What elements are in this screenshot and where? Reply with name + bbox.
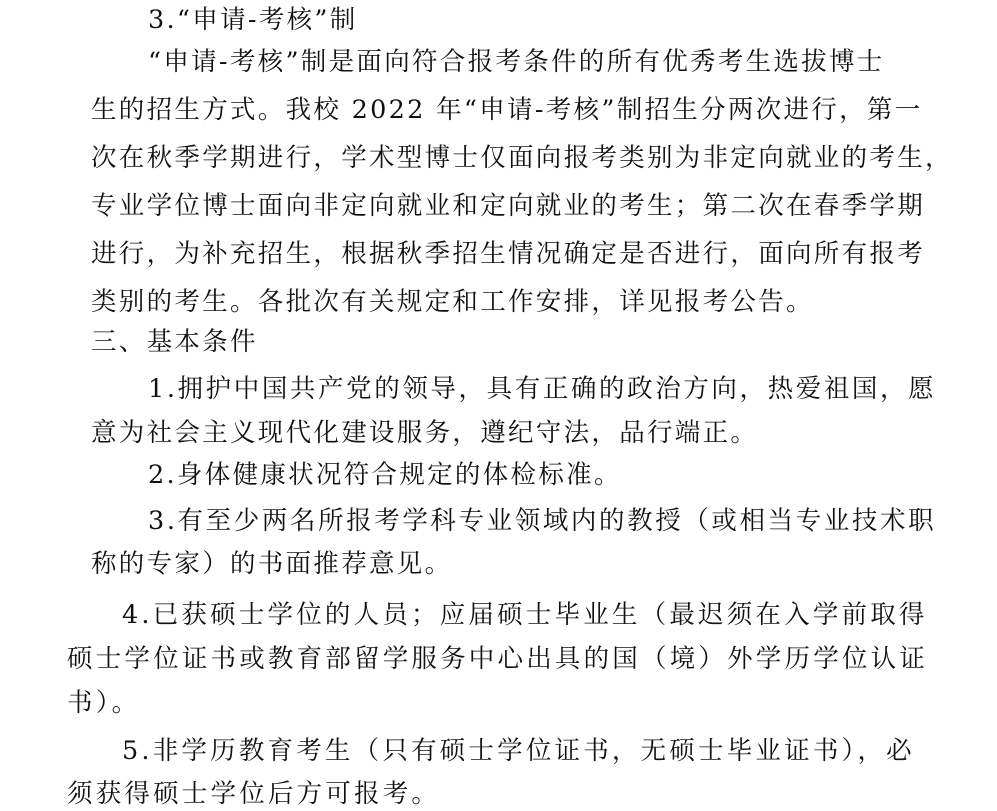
paragraph-line: 专业学位博士面向非定向就业和定向就业的考生；第二次在春季学期: [91, 191, 926, 221]
paragraph-line: 次在秋季学期进行，学术型博士仅面向报考类别为非定向就业的考生，: [91, 143, 953, 173]
paragraph-line: 生的招生方式。我校 2022 年“申请-考核”制招生分两次进行，第一: [91, 95, 923, 125]
paragraph-line: “申请-考核”制是面向符合报考条件的所有优秀考生选拔博士: [148, 47, 885, 77]
paragraph-line: 1.拥护中国共产党的领导，具有正确的政治方向，热爱祖国，愿: [148, 374, 937, 404]
section-heading-application-review: 3.“申请-考核”制: [148, 5, 358, 35]
paragraph-line: 进行，为补充招生，根据秋季招生情况确定是否进行，面向所有报考: [91, 239, 926, 269]
paragraph-line: 书）。: [67, 688, 141, 718]
paragraph-line: 须获得硕士学位后方可报考。: [67, 779, 441, 809]
paragraph-line: 称的专家）的书面推荐意见。: [91, 549, 453, 579]
paragraph-line: 2.身体健康状况符合规定的体检标准。: [148, 460, 622, 490]
paragraph-line: 3.有至少两名所报考学科专业领域内的教授（或相当专业技术职: [148, 506, 937, 536]
paragraph-line: 4.已获硕士学位的人员；应届硕士毕业生（最迟须在入学前取得: [122, 600, 928, 630]
paragraph-line: 类别的考生。各批次有关规定和工作安排，详见报考公告。: [91, 287, 814, 317]
paragraph-line: 意为社会主义现代化建设服务，遵纪守法，品行端正。: [91, 418, 759, 448]
section-heading-basic-conditions: 三、基本条件: [91, 327, 258, 357]
paragraph-line: 5.非学历教育考生（只有硕士学位证书，无硕士毕业证书），必: [122, 736, 915, 766]
paragraph-line: 硕士学位证书或教育部留学服务中心出具的国（境）外学历学位认证: [67, 644, 929, 674]
